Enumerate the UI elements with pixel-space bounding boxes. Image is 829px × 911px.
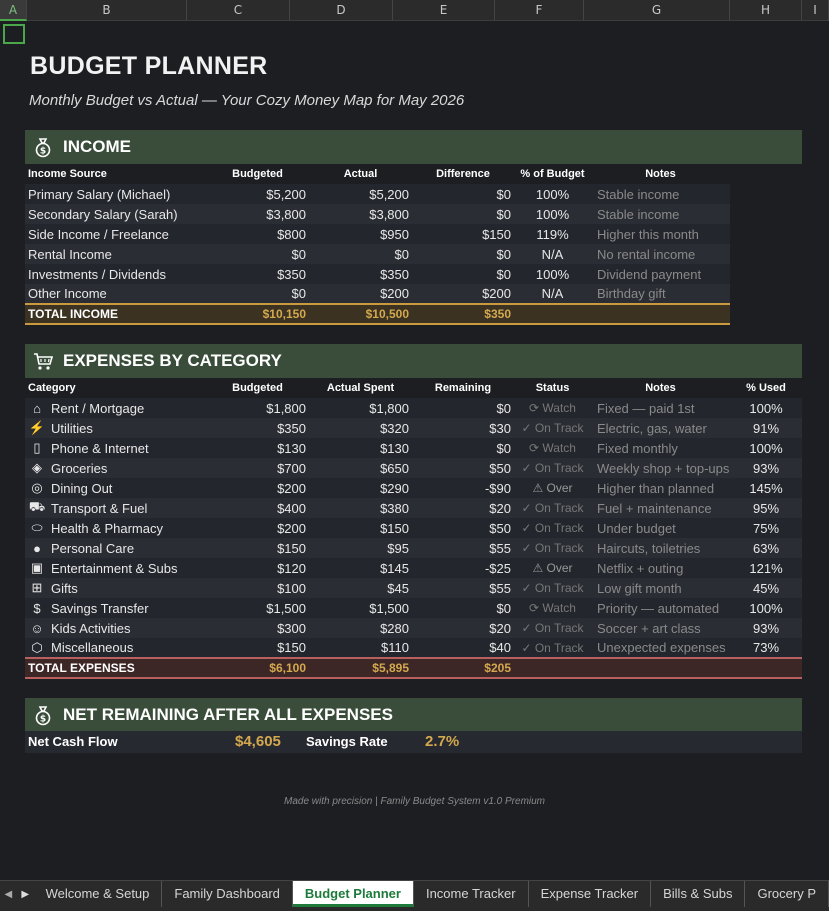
expense-actual[interactable]: $650 [309,458,412,478]
expenses-total-budgeted: $6,100 [206,658,309,678]
income-source[interactable]: Side Income / Freelance [25,224,206,244]
expenses-table [25,378,802,679]
income-percent[interactable]: 119% [514,224,591,244]
income-col-percent: % of Budget [514,164,591,184]
expense-percent-used[interactable]: 93% [730,618,802,638]
expenses-section-header [25,344,802,378]
sheet-tab-bar [0,880,829,911]
income-row[interactable] [25,244,730,264]
sheet-tab[interactable]: Welcome & Setup [34,881,163,907]
sheet-tab[interactable]: Family Dashboard [162,881,293,907]
income-percent[interactable]: 100% [514,184,591,204]
column-header-bar [0,0,829,21]
income-note[interactable]: Stable income [591,204,730,224]
expense-budgeted[interactable]: $400 [206,498,309,518]
expense-category[interactable] [25,538,206,558]
expense-status[interactable]: ✓ On Track [514,518,591,538]
income-source[interactable]: Primary Salary (Michael) [25,184,206,204]
expense-category[interactable] [25,638,206,658]
expense-category-name: Kids Activities [51,620,131,636]
expenses-col-notes: Notes [591,378,730,398]
expenses-col-actual: Actual Spent [309,378,412,398]
expense-row[interactable] [25,598,802,618]
expense-category-name: Transport & Fuel [51,500,148,516]
expense-percent-used[interactable]: 100% [730,398,802,418]
house-icon: ⌂ [33,400,41,416]
expense-remaining[interactable]: $0 [412,598,514,618]
income-source[interactable]: Secondary Salary (Sarah) [25,204,206,224]
net-section-title: NET REMAINING AFTER ALL EXPENSES [63,705,393,724]
expense-budgeted[interactable]: $350 [206,418,309,438]
expense-actual[interactable]: $290 [309,478,412,498]
sheet-tab[interactable]: Income Tracker [414,881,529,907]
expense-budgeted[interactable]: $1,500 [206,598,309,618]
income-col-difference: Difference [412,164,514,184]
money-bag-icon: $ [33,600,41,616]
income-source[interactable]: Rental Income [25,244,206,264]
expense-percent-used[interactable]: 91% [730,418,802,438]
expense-category-name: Savings Transfer [51,600,149,616]
income-row[interactable] [25,224,730,244]
expense-status[interactable]: ⟳ Watch [514,598,591,618]
income-budgeted[interactable]: $350 [206,264,309,284]
page-subtitle: Monthly Budget vs Actual — Your Cozy Money Map for May 2026 [29,92,465,109]
column-header-d[interactable]: D [290,0,393,21]
expense-category-cell [28,621,206,636]
expense-actual[interactable]: $150 [309,518,412,538]
income-note[interactable]: Dividend payment [591,264,730,284]
column-header-b[interactable]: B [27,0,187,21]
expenses-total-empty [514,658,591,678]
expense-category-cell [28,460,206,476]
gift-icon: ⊞ [31,580,43,595]
income-total-empty [591,304,730,324]
expense-percent-used[interactable]: 145% [730,478,802,498]
expense-row[interactable] [25,438,802,458]
worksheet-grid[interactable] [0,22,829,880]
expense-budgeted[interactable]: $200 [206,478,309,498]
income-difference[interactable]: $150 [412,224,514,244]
income-col-source: Income Source [25,164,206,184]
expense-percent-used[interactable]: 45% [730,578,802,598]
income-difference[interactable]: $0 [412,264,514,284]
income-row[interactable] [25,264,730,284]
expense-category-name: Gifts [51,580,78,596]
column-header-a[interactable]: A [0,0,27,21]
income-budgeted[interactable]: $800 [206,224,309,244]
income-total-label: TOTAL INCOME [25,304,206,324]
income-note[interactable]: Stable income [591,184,730,204]
expenses-total-row[interactable] [25,658,802,678]
income-percent[interactable]: N/A [514,284,591,304]
money-bag-icon [31,135,55,159]
expense-category-cell [28,420,206,436]
income-note[interactable]: Higher this month [591,224,730,244]
expense-category-name: Health & Pharmacy [51,520,163,536]
expense-note[interactable]: Fixed monthly [591,438,730,458]
income-note[interactable]: Birthday gift [591,284,730,304]
expense-remaining[interactable]: -$25 [412,558,514,578]
income-row[interactable] [25,204,730,224]
income-difference[interactable]: $0 [412,204,514,224]
expense-remaining[interactable]: $40 [412,638,514,658]
expense-status[interactable]: ✓ On Track [514,418,591,438]
expense-status[interactable]: ✓ On Track [514,638,591,658]
expense-status[interactable]: ⚠ Over [514,558,591,578]
expense-percent-used[interactable]: 75% [730,518,802,538]
income-actual[interactable]: $5,200 [309,184,412,204]
expense-category-cell [28,520,206,536]
expenses-col-status: Status [514,378,591,398]
expense-percent-used[interactable]: 95% [730,498,802,518]
expense-note[interactable]: Higher than planned [591,478,730,498]
income-col-budgeted: Budgeted [206,164,309,184]
sheet-tab[interactable]: Expense Tracker [529,881,652,907]
expense-row[interactable] [25,638,802,658]
car-icon: ⛟ [28,499,46,514]
expense-note[interactable]: Under budget [591,518,730,538]
lightning-icon: ⚡ [28,420,46,435]
footer-credit: Made with precision | Family Budget System v1.0 Premium [283,796,546,807]
column-header-c[interactable]: C [187,0,290,21]
expense-remaining[interactable]: $20 [412,498,514,518]
expense-actual[interactable]: $45 [309,578,412,598]
person-icon: ● [33,540,41,556]
tab-navigation [0,881,34,907]
expense-category-cell [28,480,206,496]
column-header-i[interactable]: I [802,0,829,21]
expenses-section-title: EXPENSES BY CATEGORY [63,351,282,370]
tab-list [34,881,829,907]
smiley-icon: ☺ [30,620,44,636]
expense-category-cell [28,541,206,556]
expense-status[interactable]: ✓ On Track [514,538,591,558]
income-difference[interactable]: $0 [412,184,514,204]
income-budgeted[interactable]: $0 [206,244,309,264]
expense-actual[interactable]: $130 [309,438,412,458]
income-col-notes: Notes [591,164,730,184]
expense-category-name: Entertainment & Subs [51,560,178,576]
expense-category[interactable] [25,398,206,418]
column-header-h[interactable]: H [730,0,802,21]
expense-remaining[interactable]: $50 [412,458,514,478]
expense-row[interactable] [25,398,802,418]
expense-actual[interactable]: $145 [309,558,412,578]
expense-status[interactable]: ✓ On Track [514,618,591,638]
income-row[interactable] [25,284,730,304]
expense-status[interactable]: ✓ On Track [514,498,591,518]
expense-note[interactable]: Unexpected expenses [591,638,730,658]
expense-budgeted[interactable]: $150 [206,638,309,658]
income-header-row [25,164,730,184]
savings-rate-label: Savings Rate [306,734,388,749]
income-actual[interactable]: $200 [309,284,412,304]
film-icon: ▣ [30,560,44,575]
expense-budgeted[interactable]: $120 [206,558,309,578]
income-total-actual: $10,500 [309,304,412,324]
expense-budgeted[interactable]: $1,800 [206,398,309,418]
expense-note[interactable]: Fuel + maintenance [591,498,730,518]
income-actual[interactable]: $3,800 [309,204,412,224]
expense-actual[interactable]: $380 [309,498,412,518]
page-title: BUDGET PLANNER [30,52,268,80]
expense-note[interactable]: Electric, gas, water [591,418,730,438]
box-icon: ⬡ [31,639,43,655]
scroll-left-icon[interactable]: ◀ [4,888,13,900]
expense-category[interactable] [25,598,206,618]
expense-note[interactable]: Low gift month [591,578,730,598]
income-total-row[interactable] [25,304,730,324]
expense-budgeted[interactable]: $200 [206,518,309,538]
income-source[interactable]: Investments / Dividends [25,264,206,284]
expense-budgeted[interactable]: $700 [206,458,309,478]
income-budgeted[interactable]: $5,200 [206,184,309,204]
income-difference[interactable]: $200 [412,284,514,304]
expense-note[interactable]: Fixed — paid 1st [591,398,730,418]
expenses-col-budgeted: Budgeted [206,378,309,398]
shopping-cart-icon [31,349,55,373]
expense-category[interactable] [25,518,206,538]
income-table [25,164,730,325]
expense-category-name: Rent / Mortgage [51,400,145,416]
expense-category[interactable] [25,478,206,498]
expense-category-cell [28,580,206,596]
phone-icon: ▯ [33,440,41,455]
expense-remaining[interactable]: $55 [412,578,514,598]
expense-budgeted[interactable]: $100 [206,578,309,598]
expense-category-name: Dining Out [51,480,113,496]
income-total-difference: $350 [412,304,514,324]
column-header-e[interactable]: E [393,0,495,21]
expense-note[interactable]: Weekly shop + top-ups [591,458,730,478]
expense-category-cell [28,401,206,416]
expense-row[interactable] [25,538,802,558]
expenses-col-used: % Used [730,378,802,398]
income-row[interactable] [25,184,730,204]
expense-status[interactable]: ⟳ Watch [514,438,591,458]
expenses-total-empty [591,658,730,678]
expense-budgeted[interactable]: $130 [206,438,309,458]
income-actual[interactable]: $950 [309,224,412,244]
sheet-tab[interactable]: Bills & Subs [651,881,745,907]
income-source[interactable]: Other Income [25,284,206,304]
expense-category-cell [28,601,206,616]
expense-row[interactable] [25,558,802,578]
expense-status[interactable]: ✓ On Track [514,578,591,598]
expenses-total-empty [730,658,802,678]
expense-percent-used[interactable]: 93% [730,458,802,478]
expense-category-name: Miscellaneous [51,640,134,655]
expense-remaining[interactable]: $50 [412,518,514,538]
expense-status[interactable]: ⟳ Watch [514,398,591,418]
money-bag-icon [31,703,55,727]
expense-remaining[interactable]: -$90 [412,478,514,498]
income-note[interactable]: No rental income [591,244,730,264]
expense-row[interactable] [25,498,802,518]
income-col-actual: Actual [309,164,412,184]
income-actual[interactable]: $0 [309,244,412,264]
expense-row[interactable] [25,418,802,438]
expense-category-name: Utilities [51,420,93,436]
expense-row[interactable] [25,478,802,498]
income-budgeted[interactable]: $3,800 [206,204,309,224]
expenses-col-category: Category [25,378,206,398]
net-summary-row [25,731,802,753]
expense-category-cell [28,499,206,517]
income-section-header [25,130,802,164]
expenses-total-actual: $5,895 [309,658,412,678]
income-percent[interactable]: 100% [514,204,591,224]
income-difference[interactable]: $0 [412,244,514,264]
expense-percent-used[interactable]: 121% [730,558,802,578]
expenses-col-remaining: Remaining [412,378,514,398]
expense-remaining[interactable]: $30 [412,418,514,438]
expense-note[interactable]: Netflix + outing [591,558,730,578]
expense-percent-used[interactable]: 100% [730,438,802,458]
expense-remaining[interactable]: $55 [412,538,514,558]
pill-icon: ⬭ [31,520,43,535]
expense-budgeted[interactable]: $300 [206,618,309,638]
net-section-header [25,698,802,732]
svg-text:$: $ [39,714,47,725]
sheet-tab[interactable]: Grocery P [745,881,829,907]
expense-row[interactable] [25,458,802,478]
savings-rate-value[interactable]: 2.7% [425,733,460,750]
expense-percent-used[interactable]: 73% [730,638,802,658]
expense-row[interactable] [25,518,802,538]
expense-actual[interactable]: $320 [309,418,412,438]
expense-actual[interactable]: $110 [309,638,412,658]
expense-category-name: Personal Care [51,540,135,556]
expense-row[interactable] [25,578,802,598]
expense-status[interactable]: ✓ On Track [514,458,591,478]
expenses-header-row [25,378,802,398]
expense-category-cell [28,640,206,656]
expense-category[interactable] [25,578,206,598]
expense-remaining[interactable]: $0 [412,398,514,418]
scroll-right-icon[interactable]: ▶ [21,888,30,900]
expense-category[interactable] [25,558,206,578]
income-section-title: INCOME [63,137,131,156]
svg-text:$: $ [39,146,47,157]
income-actual[interactable]: $350 [309,264,412,284]
income-budgeted[interactable]: $0 [206,284,309,304]
expense-category-cell [28,440,206,456]
column-header-g[interactable]: G [584,0,730,21]
expense-remaining[interactable]: $0 [412,438,514,458]
expense-budgeted[interactable]: $150 [206,538,309,558]
net-cash-flow-value[interactable]: $4,605 [235,733,281,750]
expense-note[interactable]: Soccer + art class [591,618,730,638]
column-header-f[interactable]: F [495,0,584,21]
expense-remaining[interactable]: $20 [412,618,514,638]
income-total-empty [514,304,591,324]
income-percent[interactable]: 100% [514,264,591,284]
expense-category-name: Groceries [51,460,108,476]
income-total-budgeted: $10,150 [206,304,309,324]
expense-category[interactable] [25,618,206,638]
expense-category-cell [28,560,206,576]
expense-category[interactable] [25,458,206,478]
sheet-tab[interactable]: Budget Planner [293,881,414,907]
net-cash-flow-label: Net Cash Flow [28,734,118,749]
expense-percent-used[interactable]: 100% [730,598,802,618]
groceries-icon: ◈ [32,460,42,475]
expense-status[interactable]: ⚠ Over [514,478,591,498]
dining-icon: ◎ [31,480,43,495]
expense-category[interactable] [25,498,206,518]
expense-category-name: Phone & Internet [51,440,149,456]
expense-actual[interactable]: $95 [309,538,412,558]
expense-percent-used[interactable]: 63% [730,538,802,558]
expenses-total-remaining: $205 [412,658,514,678]
selected-cell[interactable] [3,24,25,44]
expense-actual[interactable]: $1,500 [309,598,412,618]
expense-category[interactable] [25,418,206,438]
expense-note[interactable]: Priority — automated [591,598,730,618]
expenses-total-label: TOTAL EXPENSES [25,658,206,678]
income-percent[interactable]: N/A [514,244,591,264]
expense-actual[interactable]: $1,800 [309,398,412,418]
expense-category[interactable] [25,438,206,458]
expense-actual[interactable]: $280 [309,618,412,638]
expense-row[interactable] [25,618,802,638]
expense-note[interactable]: Haircuts, toiletries [591,538,730,558]
